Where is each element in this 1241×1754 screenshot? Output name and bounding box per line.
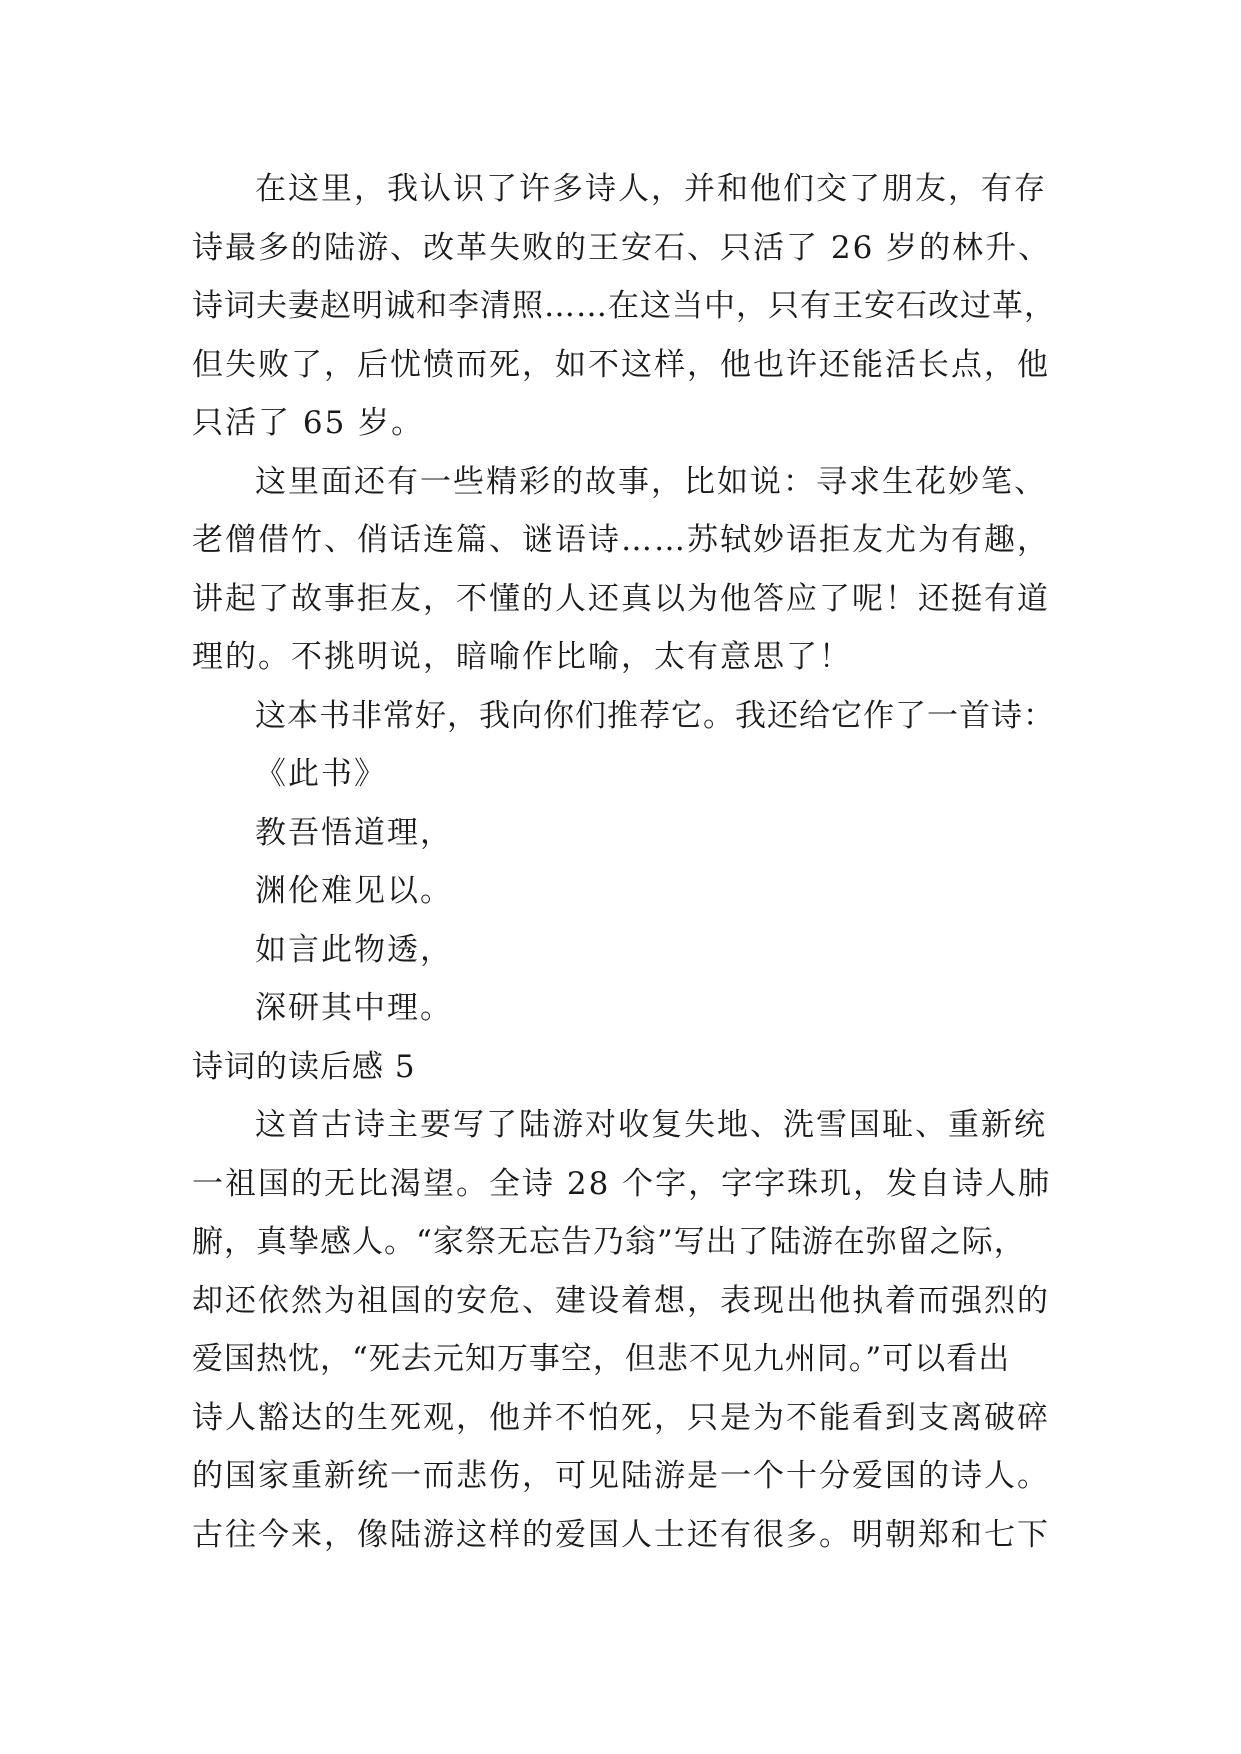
- paragraph-line: 只活了 65 岁。: [192, 405, 425, 441]
- poem: [192, 745, 1092, 1038]
- poem-line: 如言此物透，: [255, 931, 453, 968]
- paragraph-line: 老僧借竹、俏话连篇、谜语诗……苏轼妙语拒友尤为有趣，: [192, 522, 1050, 558]
- paragraph-line: 爱国热忱，“死去元知万事空，但悲不见九州同。”可以看出: [192, 1341, 1011, 1377]
- document-page: [192, 160, 1092, 1564]
- poem-title: 《此书》: [255, 756, 387, 792]
- poem-line: 深研其中理。: [255, 990, 453, 1026]
- paragraph: [192, 1096, 1092, 1564]
- paragraph-line: 这本书非常好，我向你们推荐它。我还给它作了一首诗：: [255, 697, 1055, 734]
- paragraph-line: 诗最多的陆游、改革失败的王安石、只活了 26 岁的林升、: [192, 229, 1052, 266]
- paragraph-line: 这里面还有一些精彩的故事，比如说：寻求生花妙笔、: [255, 463, 1047, 500]
- paragraph-line: 一祖国的无比渴望。全诗 28 个字，字字珠玑，发自诗人肺: [192, 1165, 1052, 1202]
- paragraph: [192, 687, 1092, 746]
- paragraph: [192, 453, 1092, 687]
- paragraph-line: 诗词夫妻赵明诚和李清照……在这当中，只有王安石改过革，: [192, 288, 1056, 324]
- paragraph: [192, 160, 1092, 453]
- paragraph-line: 却还依然为祖国的安危、建设着想，表现出他执着而强烈的: [192, 1282, 1050, 1319]
- paragraph-line: 理的。不挑明说，暗喻作比喻，太有意思了！: [192, 639, 852, 675]
- paragraph-line: 但失败了，后忧愤而死，如不这样，他也许还能活长点，他: [192, 346, 1050, 383]
- paragraph-line: 在这里，我认识了许多诗人，并和他们交了朋友，有存: [255, 171, 1047, 207]
- section-heading: 诗词的读后感 5: [192, 1048, 416, 1085]
- paragraph-line: 古往今来，像陆游这样的爱国人士还有很多。明朝郑和七下: [192, 1516, 1050, 1553]
- paragraph-line: 讲起了故事拒友，不懂的人还真以为他答应了呢！还挺有道: [192, 580, 1050, 617]
- paragraph-line: 这首古诗主要写了陆游对收复失地、洗雪国耻、重新统: [255, 1107, 1047, 1143]
- paragraph-line: 诗人豁达的生死观，他并不怕死，只是为不能看到支离破碎: [192, 1399, 1050, 1436]
- poem-line: 渊伦难见以。: [255, 873, 453, 909]
- paragraph-line: 腑，真挚感人。“家祭无忘告乃翁”写出了陆游在弥留之际，: [192, 1224, 1026, 1260]
- poem-line: 教吾悟道理，: [255, 814, 453, 851]
- paragraph-line: 的国家重新统一而悲伤，可见陆游是一个十分爱国的诗人。: [192, 1458, 1050, 1494]
